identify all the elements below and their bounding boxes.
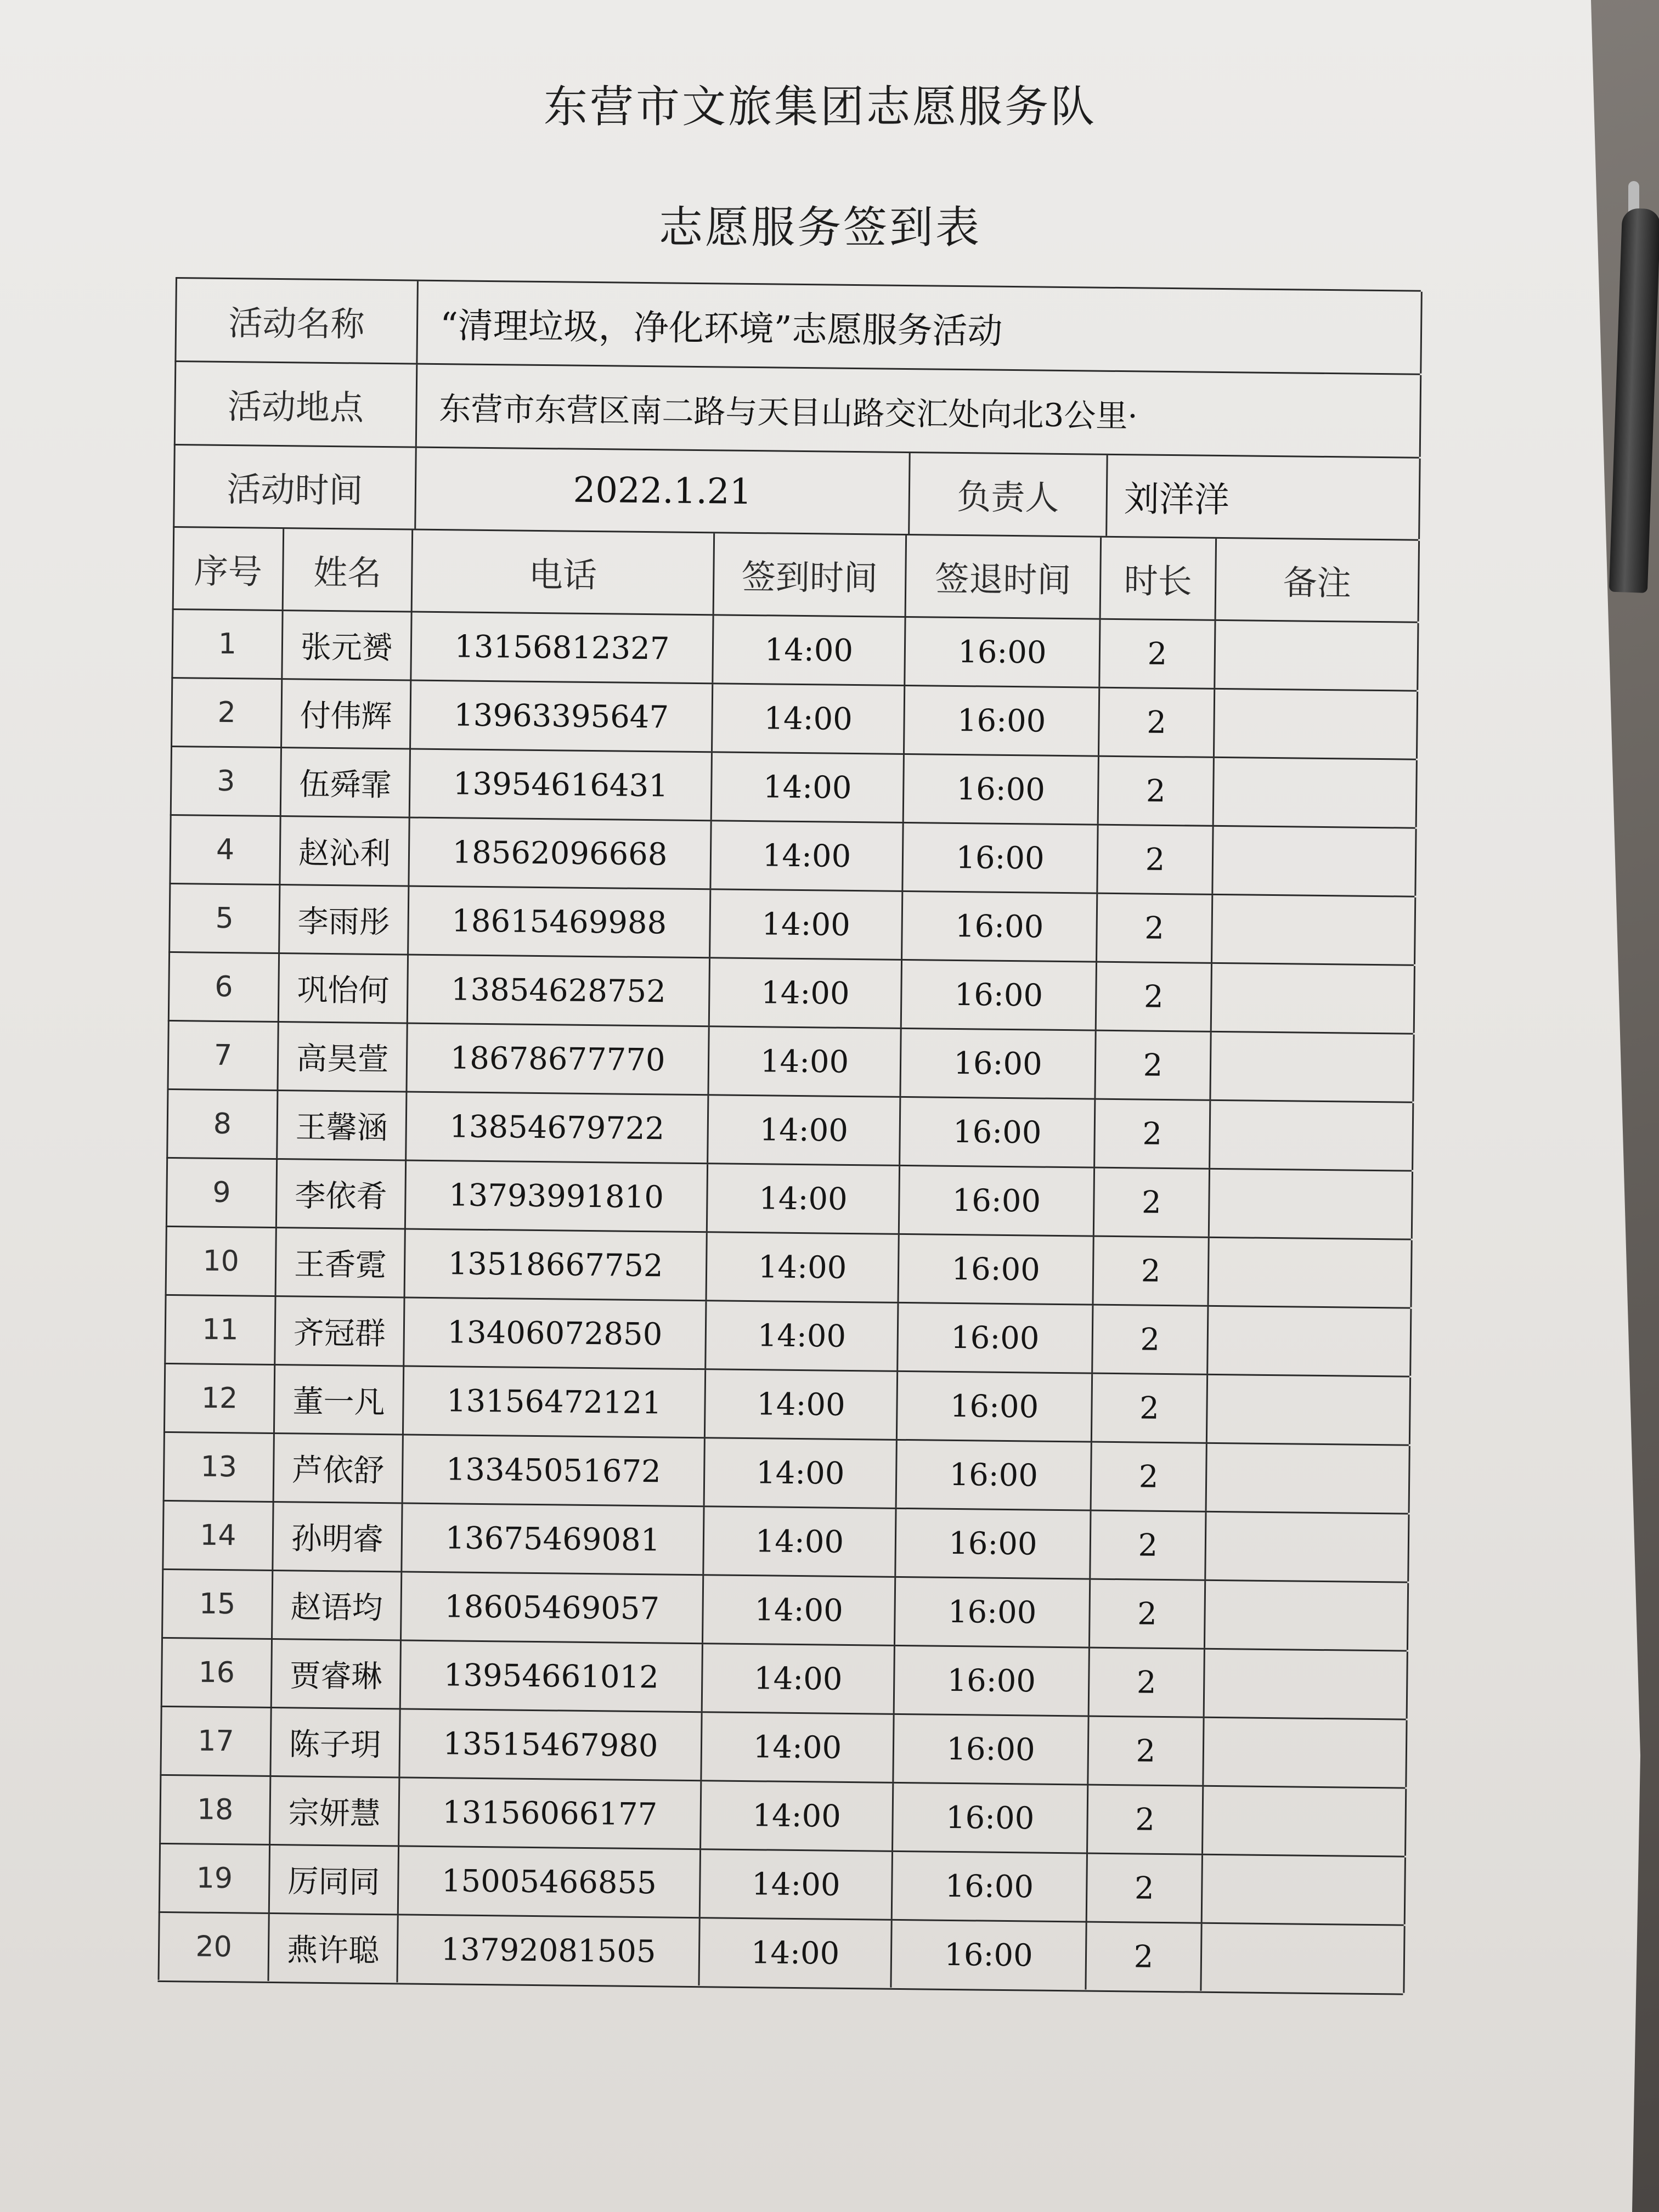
cell-checkin: 14:00 <box>708 1096 901 1165</box>
leader-label: 负责人 <box>910 453 1108 536</box>
cell-duration: 2 <box>1100 620 1216 688</box>
cell-name: 王馨涵 <box>278 1091 407 1159</box>
cell-duration: 2 <box>1097 894 1213 962</box>
table-row <box>160 1706 1406 1787</box>
cell-note <box>1215 621 1419 690</box>
table-row <box>166 1157 1412 1239</box>
cell-checkout: 16:00 <box>902 892 1098 961</box>
activity-name-row <box>174 277 1420 374</box>
cell-name: 陈子玥 <box>271 1708 400 1776</box>
cell-name: 赵沁利 <box>280 817 410 885</box>
table-row <box>168 951 1414 1033</box>
cell-checkin: 14:00 <box>707 1233 900 1302</box>
cell-phone: 13792081505 <box>398 1915 700 1985</box>
cell-name: 高昊萱 <box>279 1023 408 1091</box>
cell-phone: 13793991810 <box>406 1161 708 1231</box>
cell-note <box>1205 1581 1409 1650</box>
cell-phone: 13518667752 <box>405 1229 708 1300</box>
cell-checkin: 14:00 <box>706 1370 898 1439</box>
activity-location-label: 活动地点 <box>176 362 418 447</box>
table-row <box>166 1088 1412 1170</box>
cell-checkin: 14:00 <box>703 1576 896 1645</box>
cell-seq: 17 <box>161 1707 272 1775</box>
table-row <box>167 1020 1413 1102</box>
cell-seq: 4 <box>171 816 281 884</box>
leader-value: 刘洋洋 <box>1107 455 1421 539</box>
cell-checkin: 14:00 <box>703 1644 895 1713</box>
col-header-name: 姓名 <box>284 529 414 611</box>
cell-note <box>1206 1513 1409 1582</box>
cell-note <box>1207 1375 1411 1444</box>
activity-location-row <box>174 360 1420 457</box>
cell-checkout: 16:00 <box>896 1509 1091 1578</box>
cell-seq: 1 <box>173 610 283 678</box>
cell-seq: 19 <box>160 1844 270 1912</box>
cell-checkout: 16:00 <box>900 1098 1096 1167</box>
table-row <box>163 1363 1409 1444</box>
activity-name-label: 活动名称 <box>176 279 419 363</box>
col-header-checkin: 签到时间 <box>714 533 907 616</box>
cell-duration: 2 <box>1097 963 1212 1031</box>
cell-note <box>1205 1650 1408 1719</box>
cell-seq: 8 <box>168 1090 278 1158</box>
cell-name: 王香霓 <box>276 1228 406 1296</box>
cell-seq: 13 <box>165 1433 275 1501</box>
cell-checkin: 14:00 <box>710 958 902 1028</box>
cell-phone: 13963395647 <box>411 681 713 752</box>
cell-checkin: 14:00 <box>704 1507 896 1576</box>
cell-phone: 13515467980 <box>400 1709 702 1780</box>
cell-checkout: 16:00 <box>898 1304 1093 1373</box>
cell-checkout: 16:00 <box>895 1646 1090 1716</box>
cell-checkout: 16:00 <box>900 1166 1095 1235</box>
cell-seq: 12 <box>165 1364 275 1432</box>
table-row <box>164 1294 1410 1376</box>
cell-checkout: 16:00 <box>894 1715 1089 1784</box>
cell-note <box>1215 690 1418 759</box>
cell-name: 齐冠群 <box>275 1297 405 1365</box>
cell-duration: 2 <box>1098 826 1214 894</box>
cell-duration: 2 <box>1090 1649 1205 1717</box>
cell-checkin: 14:00 <box>699 1918 892 1988</box>
cell-note <box>1209 1238 1412 1307</box>
cell-note <box>1208 1307 1412 1376</box>
cell-duration: 2 <box>1099 689 1215 757</box>
col-header-phone: 电话 <box>413 531 715 614</box>
cell-name: 厉同同 <box>270 1846 399 1914</box>
cell-checkin: 14:00 <box>702 1713 894 1782</box>
cell-phone: 13854679722 <box>407 1093 709 1163</box>
table-row <box>159 1843 1404 1925</box>
cell-phone: 15005466855 <box>399 1847 701 1917</box>
cell-checkout: 16:00 <box>893 1852 1088 1921</box>
cell-duration: 2 <box>1088 1717 1204 1785</box>
cell-checkin: 14:00 <box>701 1850 893 1919</box>
cell-checkin: 14:00 <box>701 1781 894 1850</box>
cell-checkin: 14:00 <box>706 1301 899 1370</box>
cell-duration: 2 <box>1095 1100 1211 1168</box>
cell-checkin: 14:00 <box>709 1027 901 1096</box>
cell-seq: 14 <box>163 1502 274 1570</box>
table-row <box>161 1568 1407 1650</box>
cell-phone: 18562096668 <box>409 819 712 889</box>
cell-name: 赵语均 <box>273 1571 402 1639</box>
table-row <box>171 608 1417 690</box>
cell-note <box>1204 1718 1407 1787</box>
cell-seq: 11 <box>166 1296 276 1364</box>
cell-seq: 15 <box>163 1570 273 1638</box>
cell-checkout: 16:00 <box>891 1921 1087 1990</box>
cell-checkout: 16:00 <box>899 1235 1094 1304</box>
cell-name: 李雨彤 <box>280 885 409 953</box>
cell-note <box>1203 1787 1407 1856</box>
cell-seq: 10 <box>167 1227 277 1295</box>
activity-time-row <box>173 444 1419 539</box>
cell-name: 燕许聪 <box>269 1914 398 1982</box>
cell-checkout: 16:00 <box>898 1372 1093 1441</box>
cell-name: 巩怡何 <box>279 954 409 1022</box>
cell-checkin: 14:00 <box>708 1164 900 1233</box>
cell-checkin: 14:00 <box>711 821 904 890</box>
cell-note <box>1210 1170 1413 1239</box>
cell-note <box>1214 758 1418 827</box>
cell-seq: 2 <box>172 679 283 747</box>
cell-name: 李依肴 <box>277 1160 407 1228</box>
cell-seq: 6 <box>170 953 280 1021</box>
cell-seq: 16 <box>162 1639 273 1707</box>
cell-checkout: 16:00 <box>897 1441 1092 1510</box>
cell-name: 孙明睿 <box>273 1503 403 1571</box>
cell-name: 张元赟 <box>283 611 412 679</box>
table-row <box>161 1637 1407 1719</box>
table-row <box>170 746 1416 827</box>
cell-checkin: 14:00 <box>710 890 903 959</box>
cell-seq: 7 <box>169 1022 279 1090</box>
cell-phone: 13954616431 <box>410 750 713 820</box>
activity-time-label: 活动时间 <box>174 445 417 529</box>
table-row <box>159 1774 1405 1856</box>
cell-checkout: 16:00 <box>901 1029 1096 1098</box>
cell-duration: 2 <box>1096 1031 1211 1099</box>
cell-phone: 13406072850 <box>404 1298 707 1368</box>
cell-name: 董一凡 <box>275 1365 404 1434</box>
table-row <box>165 1226 1411 1307</box>
cell-duration: 2 <box>1086 1923 1202 1991</box>
cell-duration: 2 <box>1087 1854 1203 1922</box>
table-row <box>171 677 1417 759</box>
cell-checkout: 16:00 <box>893 1784 1088 1853</box>
cell-phone: 13675469081 <box>402 1504 704 1574</box>
cell-checkin: 14:00 <box>712 753 905 822</box>
cell-checkout: 16:00 <box>902 961 1097 1030</box>
cell-seq: 3 <box>172 747 282 815</box>
cell-note <box>1201 1924 1405 1993</box>
cell-name: 贾睿琳 <box>272 1640 402 1708</box>
table-row <box>169 814 1415 896</box>
cell-seq: 20 <box>159 1913 269 1981</box>
col-header-checkout: 签退时间 <box>906 535 1102 618</box>
cell-checkout: 16:00 <box>895 1578 1091 1647</box>
organization-title: 东营市文旅集团志愿服务队 <box>544 81 1097 132</box>
col-header-duration: 时长 <box>1101 538 1217 619</box>
col-header-note: 备注 <box>1216 539 1420 622</box>
cell-duration: 2 <box>1091 1511 1206 1579</box>
cell-phone: 18615469988 <box>409 887 711 957</box>
cell-phone: 18678677770 <box>407 1024 709 1094</box>
cell-duration: 2 <box>1090 1580 1206 1648</box>
cell-phone: 13854628752 <box>408 956 710 1026</box>
table-row <box>162 1500 1408 1582</box>
cell-duration: 2 <box>1094 1169 1210 1237</box>
cell-checkin: 14:00 <box>713 684 905 753</box>
cell-name: 芦依舒 <box>274 1434 404 1502</box>
cell-name: 伍舜霏 <box>281 748 411 816</box>
cell-seq: 9 <box>167 1159 278 1227</box>
cell-phone: 13156472121 <box>404 1367 706 1437</box>
cell-note <box>1203 1855 1406 1925</box>
activity-name-value: “清理垃圾，净化环境”志愿服务活动 <box>417 281 1422 374</box>
cell-checkout: 16:00 <box>905 618 1101 687</box>
cell-seq: 5 <box>170 884 280 952</box>
table-row <box>168 883 1414 964</box>
cell-checkout: 16:00 <box>904 755 1099 824</box>
cell-note <box>1207 1444 1410 1513</box>
cell-phone: 13156812327 <box>411 613 714 683</box>
col-header-seq: 序号 <box>174 528 285 610</box>
cell-duration: 2 <box>1093 1237 1209 1305</box>
activity-time-value: 2022.1.21 <box>416 448 910 534</box>
cell-phone: 13345051672 <box>403 1435 706 1505</box>
activity-location-value: 东营市东营区南二路与天目山路交汇处向北3公里· <box>417 365 1421 457</box>
cell-note <box>1212 964 1415 1033</box>
table-row <box>157 1911 1403 1993</box>
cell-note <box>1211 1032 1414 1102</box>
sign-in-form <box>158 277 1421 1991</box>
cell-phone: 13954661012 <box>401 1641 703 1711</box>
cell-name: 宗妍慧 <box>270 1777 400 1845</box>
cell-note <box>1213 827 1417 896</box>
cell-note <box>1212 895 1416 964</box>
cell-duration: 2 <box>1088 1786 1204 1854</box>
cell-duration: 2 <box>1092 1374 1208 1442</box>
cell-phone: 18605469057 <box>402 1572 704 1643</box>
cell-checkin: 14:00 <box>713 616 906 685</box>
cell-checkin: 14:00 <box>705 1438 898 1508</box>
cell-phone: 13156066177 <box>399 1778 702 1848</box>
table-row <box>163 1431 1409 1513</box>
table-header-row <box>172 526 1418 622</box>
cell-seq: 18 <box>161 1776 271 1844</box>
cell-note <box>1210 1101 1414 1170</box>
cell-duration: 2 <box>1099 757 1215 825</box>
cell-checkout: 16:00 <box>903 823 1098 893</box>
cell-duration: 2 <box>1092 1443 1207 1511</box>
cell-duration: 2 <box>1093 1306 1209 1374</box>
cell-name: 付伟辉 <box>282 680 411 748</box>
cell-checkout: 16:00 <box>905 686 1100 755</box>
form-title: 志愿服务签到表 <box>659 202 981 253</box>
